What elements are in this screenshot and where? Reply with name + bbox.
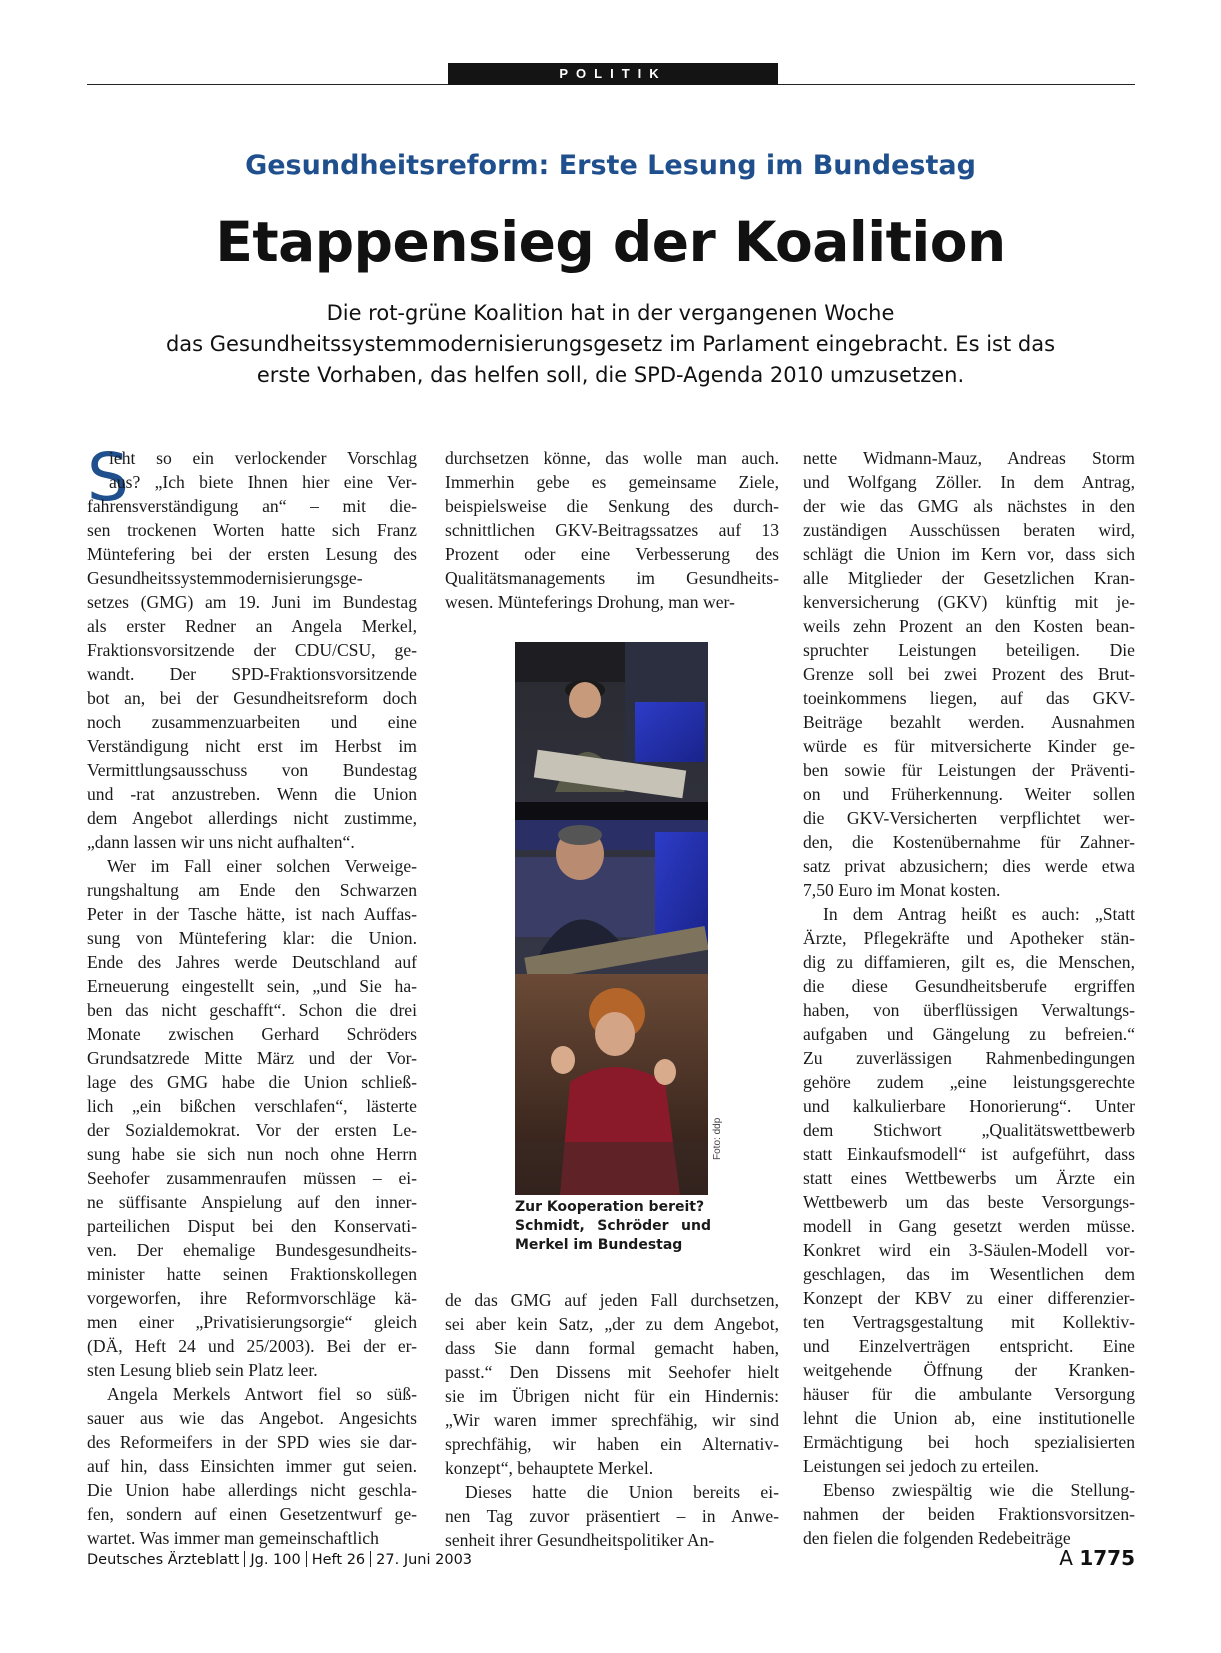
- text-line: konzept“, behauptete Merkel.: [445, 1458, 654, 1478]
- footer-date: 27. Juni 2003: [376, 1552, 473, 1568]
- text-line: Verständigung nicht erst im Herbst im: [87, 736, 417, 756]
- text-line: wartet. Was immer man gemeinschaftlich: [87, 1528, 379, 1548]
- body-column-2-top: [445, 446, 779, 614]
- text-line: ven. Der ehemalige Bundesgesundheits-: [87, 1240, 417, 1260]
- text-line: Grenze soll bei zwei Prozent des Brut-: [803, 664, 1135, 684]
- text-line: zuständigen Ausschüssen beraten wird,: [803, 520, 1135, 540]
- text-line: Ärzte, Pflegekräfte und Apotheker stän-: [803, 928, 1135, 948]
- text-line: passt.“ Den Dissens mit Seehofer hielt: [445, 1362, 779, 1382]
- text-line: parteilichen Disput bei den Konservati-: [87, 1216, 417, 1236]
- text-line: durchsetzen könne, das wolle man auch.: [445, 448, 779, 468]
- section-label: POLITIK: [448, 63, 778, 85]
- text-line: Monate zwischen Gerhard Schröders: [87, 1024, 417, 1044]
- article-headline: Etappensieg der Koalition: [215, 210, 1006, 274]
- text-line: ieht so ein verlockender Vorschlag: [109, 448, 417, 468]
- text-line: Dieses hatte die Union bereits ei-: [465, 1482, 779, 1502]
- text-line: Grundsatzrede Mitte März und der Vor-: [87, 1048, 417, 1068]
- page-number: 1775: [1079, 1546, 1135, 1570]
- text-line: Zu zuverlässigen Rahmenbedingungen: [803, 1048, 1135, 1068]
- photo-caption: [515, 1198, 711, 1255]
- text-line: lage des GMG habe die Union schließ-: [87, 1072, 417, 1092]
- text-line: weils zehn Prozent an den Kosten bean-: [803, 616, 1135, 636]
- text-line: setzes (GMG) am 19. Juni im Bundestag: [87, 592, 417, 612]
- text-line: bot an, bei der Gesundheitsreform doch: [87, 688, 417, 708]
- text-line: sauer aus wie das Angebot. Angesichts: [87, 1408, 417, 1428]
- text-line: würde es für mitversicherte Kinder ge-: [803, 736, 1135, 756]
- text-line: Peter in der Tasche hätte, ist nach Auffas-: [87, 904, 417, 924]
- text-line: ten Vertragsgestaltung mit Kollektiv-: [803, 1312, 1135, 1332]
- photo-credit: Foto: ddp: [712, 1117, 723, 1160]
- text-line: Immerhin gebe es gemeinsame Ziele,: [445, 472, 779, 492]
- text-line: modell in Gang gesetzt werden müsse.: [803, 1216, 1135, 1236]
- text-line: Erneuerung eingestellt sein, „und Sie ha-: [87, 976, 417, 996]
- text-line: toeinkommens liegen, auf das GKV-: [803, 688, 1135, 708]
- text-line: schnittlichen GKV-Beitragssatzes auf 13: [445, 520, 779, 540]
- text-line: fahrensverständigung an“ – mit die-: [87, 496, 417, 516]
- text-line: sung habe sie sich nun noch ohne Herrn: [87, 1144, 417, 1164]
- text-line: dem Angebot allerdings nicht zustimme,: [87, 808, 417, 828]
- text-line: lehnt die Union ab, eine institutionelle: [803, 1408, 1135, 1428]
- text-line: rungshaltung am Ende den Schwarzen: [87, 880, 417, 900]
- caption-line: Schmidt, Schröder und: [515, 1218, 711, 1234]
- text-line: haben, von überflüssigen Verwaltungs-: [803, 1000, 1135, 1020]
- text-line: sen trockenen Worten hatte sich Franz: [87, 520, 417, 540]
- footer-separator: [306, 1551, 307, 1567]
- text-line: aufgaben und Gängelung zu befreien.“: [803, 1024, 1135, 1044]
- text-line: und -rat anzustreben. Wenn die Union: [87, 784, 417, 804]
- text-line: sie im Übrigen nicht für ein Hindernis:: [445, 1386, 779, 1406]
- caption-line: Zur Kooperation bereit?: [515, 1199, 705, 1215]
- text-line: Müntefering bei der ersten Lesung des: [87, 544, 417, 564]
- text-line: Wer im Fall einer solchen Verweige-: [107, 856, 417, 876]
- text-line: on und Früherkennung. Weiter sollen: [803, 784, 1135, 804]
- text-line: noch zusammenzuarbeiten und eine: [87, 712, 417, 732]
- caption-line: Merkel im Bundestag: [515, 1237, 683, 1253]
- text-line: den, die Kostenübernahme für Zahner-: [803, 832, 1135, 852]
- text-line: wesen. Münteferings Drohung, man wer-: [445, 592, 735, 612]
- text-line: gehöre zudem „eine leistungsgerechte: [803, 1072, 1135, 1092]
- bundestag-photo: [515, 642, 708, 1195]
- text-line: statt Einkaufsmodell“ ist aufgeführt, dass: [803, 1144, 1135, 1164]
- text-line: spruchter Leistungen beteiligen. Die: [803, 640, 1135, 660]
- text-line: und Einzelverträgen entspricht. Eine: [803, 1336, 1135, 1356]
- text-line: sten Lesung blieb sein Platz leer.: [87, 1360, 318, 1380]
- text-line: wandt. Der SPD-Fraktionsvorsitzende: [87, 664, 417, 684]
- footer-journal: Deutsches Ärzteblatt: [87, 1552, 240, 1568]
- text-line: ne süffisante Anspielung auf den inner-: [87, 1192, 417, 1212]
- text-line: ben sowie für Leistungen der Präventi-: [803, 760, 1135, 780]
- text-line: fen, sondern auf einen Gesetzentwurf ge-: [87, 1504, 417, 1524]
- text-line: senheit ihrer Gesundheitspolitiker An-: [445, 1530, 715, 1550]
- footer-separator: [370, 1551, 371, 1567]
- text-line: In dem Antrag heißt es auch: „Statt: [823, 904, 1135, 924]
- text-line: dass Sie dann formal gemacht haben,: [445, 1338, 779, 1358]
- text-line: dem Stichwort „Qualitätswettbewerb: [803, 1120, 1135, 1140]
- text-line: Die Union habe allerdings nicht geschla-: [87, 1480, 417, 1500]
- text-line: nen Tag zuvor präsentiert – in Anwe-: [445, 1506, 779, 1526]
- text-line: Prozent oder eine Verbesserung des: [445, 544, 779, 564]
- text-line: der wie das GMG als nächstes in den: [803, 496, 1135, 516]
- footer-issue: Heft 26: [311, 1552, 366, 1568]
- text-line: Konzept der KBV zu einer differenzier-: [803, 1288, 1135, 1308]
- article-kicker: Gesundheitsreform: Erste Lesung im Bundestag: [245, 150, 976, 181]
- text-line: Leistungen sei jedoch zu erteilen.: [803, 1456, 1039, 1476]
- text-line: Fraktionsvorsitzende der CDU/CSU, ge-: [87, 640, 417, 660]
- text-line: weitgehende Öffnung der Kranken-: [803, 1360, 1135, 1380]
- footer-volume: Jg. 100: [250, 1552, 301, 1568]
- text-line: schlägt die Union im Kern vor, dass sich: [803, 544, 1135, 564]
- text-line: statt eines Wettbewerbs um Ärzte ein: [803, 1168, 1135, 1188]
- text-line: Seehofer zusammenraufen müssen – ei-: [87, 1168, 417, 1188]
- text-line: und Wolfgang Zöller. In dem Antrag,: [803, 472, 1135, 492]
- text-line: sung von Müntefering klar: die Union.: [87, 928, 417, 948]
- text-line: (DÄ, Heft 24 und 25/2003). Bei der er-: [87, 1336, 417, 1356]
- text-line: auf hin, dass Einsichten immer gut seien.: [87, 1456, 417, 1476]
- text-line: Qualitätsmanagements im Gesundheits-: [445, 568, 779, 588]
- page-prefix: A: [1059, 1546, 1073, 1570]
- text-line: die diese Gesundheitsberufe ergriffen: [803, 976, 1135, 996]
- text-line: Ende des Jahres werde Deutschland auf: [87, 952, 417, 972]
- text-line: beispielsweise die Senkung des durch-: [445, 496, 779, 516]
- text-line: Gesundheitssystemmodernisierungsge-: [87, 568, 363, 588]
- text-line: 7,50 Euro im Monat kosten.: [803, 880, 1001, 900]
- text-line: Konkret wird ein 3-Säulen-Modell vor-: [803, 1240, 1135, 1260]
- text-line: vorgeworfen, ihre Reformvorschläge kä-: [87, 1288, 417, 1308]
- text-line: dig zu diffamieren, gilt es, die Menschen,: [803, 952, 1135, 972]
- text-line: men einer „Privatisierungsorgie“ gleich: [87, 1312, 417, 1332]
- page-footer: [87, 1548, 1135, 1572]
- photo-image: [515, 642, 708, 1195]
- text-line: die GKV-Versicherten verpflichtet wer-: [803, 808, 1135, 828]
- text-line: Vermittlungsausschuss von Bundestag: [87, 760, 417, 780]
- text-line: alle Mitglieder der Gesetzlichen Kran-: [803, 568, 1135, 588]
- text-line: nette Widmann-Mauz, Andreas Storm: [803, 448, 1135, 468]
- text-line: als erster Redner an Angela Merkel,: [87, 616, 417, 636]
- drop-cap: S: [87, 439, 129, 516]
- text-line: sei aber kein Satz, „der zu dem Angebot,: [445, 1314, 779, 1334]
- text-line: lich „ein bißchen verschlafen“, lästerte: [87, 1096, 417, 1116]
- article-lead: [120, 298, 1101, 391]
- body-column-1: [87, 439, 417, 1550]
- text-line: der Sozialdemokrat. Vor der ersten Le-: [87, 1120, 417, 1140]
- lead-line: Die rot-grüne Koalition hat in der vergangenen Woche: [326, 301, 895, 325]
- text-line: kenversicherung (GKV) künftig mit je-: [803, 592, 1135, 612]
- text-line: nahmen der beiden Fraktionsvorsitzen-: [803, 1504, 1135, 1524]
- lead-line: das Gesundheitssystemmodernisierungsgesetz im Parlament eingebracht. Es ist das: [165, 332, 1056, 356]
- text-line: den fielen die folgenden Redebeiträge: [803, 1528, 1071, 1548]
- text-line: Beiträge bezahlt werden. Ausnahmen: [803, 712, 1135, 732]
- text-line: und kalkulierbare Honorierung“. Unter: [803, 1096, 1135, 1116]
- text-line: de das GMG auf jeden Fall durchsetzen,: [445, 1290, 779, 1310]
- text-line: minister hatte seinen Fraktionskollegen: [87, 1264, 417, 1284]
- text-line: häuser für die ambulante Versorgung: [803, 1384, 1135, 1404]
- body-column-3: [803, 446, 1135, 1550]
- text-line: Ebenso zwiespältig wie die Stellung-: [823, 1480, 1135, 1500]
- text-line: geschlagen, das im Wesentlichen dem: [803, 1264, 1135, 1284]
- text-line: „dann lassen wir uns nicht aufhalten“.: [87, 832, 355, 852]
- text-line: ben das nicht geschafft“. Schon die drei: [87, 1000, 417, 1020]
- text-line: aus? „Ich biete Ihnen hier eine Ver-: [109, 472, 417, 492]
- text-line: Wettbewerb um das beste Versorgungs-: [803, 1192, 1135, 1212]
- lead-line: erste Vorhaben, das helfen soll, die SPD-Agenda 2010 umzusetzen.: [256, 363, 965, 387]
- text-line: sprechfähig, wir haben ein Alternativ-: [445, 1434, 779, 1454]
- text-line: Angela Merkels Antwort fiel so süß-: [107, 1384, 417, 1404]
- text-line: „Wir waren immer sprechfähig, wir sind: [445, 1410, 779, 1430]
- body-column-2-bottom: [445, 1288, 779, 1552]
- text-line: des Reformeifers in der SPD wies sie dar-: [87, 1432, 417, 1452]
- text-line: satz privat abzusichern; dies werde etwa: [803, 856, 1135, 876]
- footer-separator: [244, 1551, 245, 1567]
- text-line: Ermächtigung bei hoch spezialisierten: [803, 1432, 1135, 1452]
